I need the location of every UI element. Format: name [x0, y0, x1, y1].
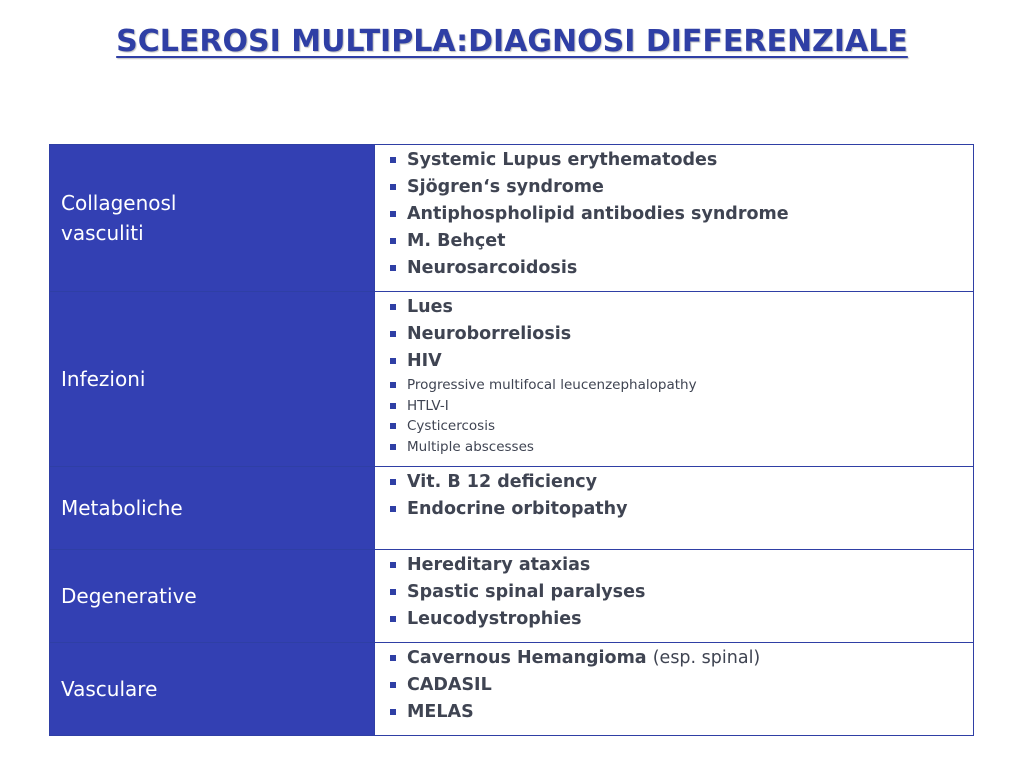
list-item — [389, 375, 973, 396]
item-text: Neuroborreliosis — [407, 324, 572, 344]
item-text: Progressive multifocal leucenzephalopathy — [407, 377, 697, 393]
square-bullet-icon — [390, 382, 396, 388]
differential-diagnosis-table — [49, 144, 974, 736]
item-text: Antiphospholipid antibodies syndrome — [407, 204, 789, 224]
square-bullet-icon — [390, 444, 396, 450]
item-text: Endocrine orbitopathy — [407, 499, 628, 519]
category-label: Degenerative — [61, 584, 197, 608]
category-cell — [50, 292, 375, 467]
square-bullet-icon — [390, 184, 396, 190]
item-text: CADASIL — [407, 675, 492, 695]
list-item — [389, 645, 973, 672]
list-item — [389, 672, 973, 699]
category-label: Vasculare — [61, 677, 158, 701]
square-bullet-icon — [390, 655, 396, 661]
square-bullet-icon — [390, 423, 396, 429]
square-bullet-icon — [390, 479, 396, 485]
list-item — [389, 174, 973, 201]
list-item — [389, 228, 973, 255]
item-text: Leucodystrophies — [407, 609, 582, 629]
item-text: M. Behçet — [407, 231, 506, 251]
item-text: Vit. B 12 deficiency — [407, 472, 598, 492]
square-bullet-icon — [390, 682, 396, 688]
bullet-list — [389, 552, 973, 633]
square-bullet-icon — [390, 506, 396, 512]
list-item — [389, 201, 973, 228]
list-item — [389, 294, 973, 321]
items-cell — [375, 145, 974, 292]
item-text: HIV — [407, 351, 442, 371]
list-item — [389, 469, 973, 496]
item-text: MELAS — [407, 702, 474, 722]
list-item — [389, 396, 973, 417]
item-text: Lues — [407, 297, 453, 317]
category-cell — [50, 145, 375, 292]
list-item — [389, 579, 973, 606]
bullet-list — [389, 294, 973, 457]
table-row-vasculare — [50, 643, 974, 736]
category-label: Metaboliche — [61, 496, 183, 520]
items-cell — [375, 467, 974, 550]
item-text: HTLV-I — [407, 397, 449, 414]
list-item — [389, 321, 973, 348]
square-bullet-icon — [390, 358, 396, 364]
slide-title: SCLEROSI MULTIPLA:DIAGNOSI DIFFERENZIALE — [116, 24, 908, 59]
items-cell — [375, 292, 974, 467]
square-bullet-icon — [390, 589, 396, 595]
item-text: Cavernous Hemangioma — [407, 648, 647, 668]
bullet-list — [389, 645, 973, 726]
table-row-metaboliche — [50, 467, 974, 550]
item-text: Spastic spinal paralyses — [407, 582, 646, 602]
square-bullet-icon — [390, 265, 396, 271]
list-item — [389, 552, 973, 579]
list-item — [389, 606, 973, 633]
list-item — [389, 699, 973, 726]
category-label: Infezioni — [61, 367, 146, 391]
table-row-collagenosi — [50, 145, 974, 292]
category-label: Collagenosl vasculiti — [61, 191, 177, 245]
square-bullet-icon — [390, 211, 396, 217]
square-bullet-icon — [390, 709, 396, 715]
list-item — [389, 496, 973, 523]
list-item — [389, 255, 973, 282]
bullet-list — [389, 147, 973, 282]
item-text: Sjögren‘s syndrome — [407, 177, 604, 197]
table-row-degenerative — [50, 550, 974, 643]
bullet-list — [389, 469, 973, 523]
item-text: Cysticercosis — [407, 418, 495, 434]
list-item — [389, 147, 973, 174]
list-item — [389, 437, 973, 458]
list-item — [389, 416, 973, 437]
item-text: Hereditary ataxias — [407, 555, 591, 575]
category-cell — [50, 467, 375, 550]
square-bullet-icon — [390, 616, 396, 622]
category-cell — [50, 550, 375, 643]
category-cell — [50, 643, 375, 736]
item-note: (esp. spinal) — [652, 648, 761, 668]
square-bullet-icon — [390, 331, 396, 337]
item-text: Multiple abscesses — [407, 438, 534, 455]
item-text: Neurosarcoidosis — [407, 258, 578, 278]
square-bullet-icon — [390, 157, 396, 163]
item-text: Systemic Lupus erythematodes — [407, 150, 718, 170]
square-bullet-icon — [390, 304, 396, 310]
square-bullet-icon — [390, 562, 396, 568]
items-cell — [375, 643, 974, 736]
square-bullet-icon — [390, 403, 396, 409]
items-cell — [375, 550, 974, 643]
square-bullet-icon — [390, 238, 396, 244]
list-item — [389, 348, 973, 375]
table-row-infezioni — [50, 292, 974, 467]
